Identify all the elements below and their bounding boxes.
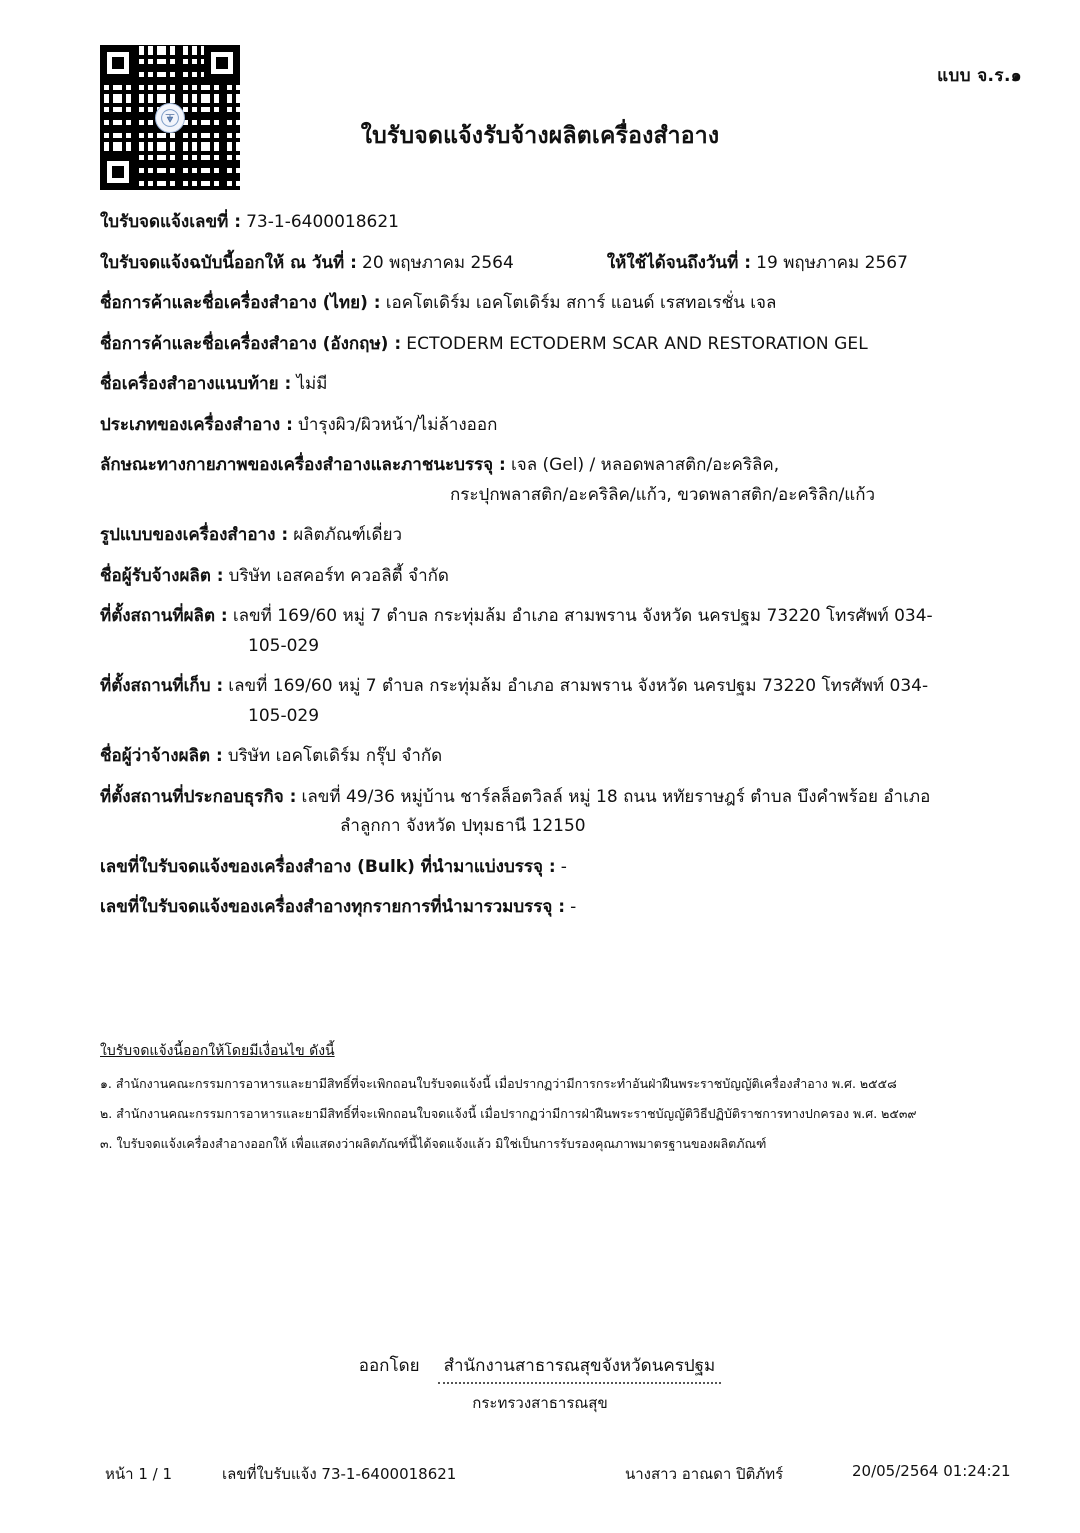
field-issue-date	[100, 253, 519, 272]
field-expiry-date	[607, 251, 908, 277]
issuing-authority-line	[359, 1352, 721, 1384]
document-header	[0, 0, 1080, 215]
page-number: หน้า 1 / 1	[105, 1465, 173, 1483]
field-manufacturing-site	[100, 604, 1000, 659]
field-attached-name	[100, 372, 1000, 398]
field-product-form	[100, 523, 1000, 549]
condition-item: ๑. สำนักงานคณะกรรมการอาหารและยามีสิทธิ์ที่จะเพิกถอนใบรับจดแจ้งนี้ เมื่อปรากฏว่ามีการกระทำอันฝ่าฝืนพระราชบัญญัติเครื่องสำอาง พ.ศ. ๒๕๕๘	[100, 1076, 897, 1091]
form-code: แบบ จ.ร.๑	[937, 66, 1022, 86]
field-value: 19 พฤษภาคม 2567	[756, 252, 908, 273]
field-label: ให้ใช้ได้จนถึงวันที่ :	[606, 252, 752, 273]
field-value: ผลิตภัณฑ์เดี่ยว	[293, 525, 403, 545]
field-value: ECTODERM ECTODERM SCAR AND RESTORATION GEL	[406, 333, 868, 354]
field-bulk-notification-number	[100, 855, 1000, 881]
field-label: ที่ตั้งสถานที่เก็บ :	[100, 676, 224, 696]
document-footer	[0, 1462, 1080, 1502]
field-value: 20 พฤษภาคม 2564	[362, 252, 514, 273]
field-category	[100, 413, 1000, 439]
field-label: ชื่อผู้ว่าจ้างผลิต :	[100, 746, 223, 766]
field-value: บำรุงผิว/ผิวหน้า/ไม่ล้างออก	[298, 414, 498, 435]
conditions-section	[100, 1040, 1000, 1166]
field-value-continued: 105-029	[248, 635, 320, 656]
field-value: ไม่มี	[296, 374, 328, 394]
conditions-heading: ใบรับจดแจ้งนี้ออกให้โดยมีเงื่อนไข ดังนี้	[100, 1043, 335, 1059]
field-label: ชื่อการค้าและชื่อเครื่องสำอาง (อังกฤษ) :	[100, 333, 402, 354]
qr-finder-top-left	[100, 45, 136, 81]
ministry-name: กระทรวงสาธารณสุข	[472, 1394, 608, 1412]
field-value: เจล (Gel) / หลอดพลาสติก/อะคริลิค,	[510, 455, 780, 475]
field-value: 73-1-6400018621	[246, 212, 399, 232]
field-label: ชื่อเครื่องสำอางแนบท้าย :	[100, 374, 292, 394]
field-value-continued: ลำลูกกา จังหวัด ปทุมธานี 12150	[340, 816, 586, 836]
issuing-office: สำนักงานสาธารณสุขจังหวัดนครปฐม	[438, 1352, 722, 1384]
field-trade-name-thai	[100, 291, 1000, 317]
field-value: เลขที่ 169/60 หมู่ 7 ตำบล กระทุ่มล้ม อำเภอ สามพราน จังหวัด นครปฐม 73220 โทรศัพท์ 034-	[228, 676, 929, 696]
field-business-site	[100, 785, 1000, 840]
field-trade-name-english	[100, 332, 1000, 358]
field-label: ลักษณะทางกายภาพของเครื่องสำอางและภาชนะบรรจุ :	[100, 455, 506, 475]
qr-finder-bottom-left	[100, 154, 136, 190]
field-label: รูปแบบของเครื่องสำอาง :	[100, 525, 289, 545]
field-manufacturer	[100, 564, 1000, 590]
field-receipt-number	[100, 210, 1000, 236]
field-label: ที่ตั้งสถานที่ประกอบธุรกิจ :	[100, 786, 297, 807]
condition-item: ๓. ใบรับจดแจ้งเครื่องสำอางออกให้ เพื่อแสดงว่าผลิตภัณฑ์นี้ได้จดแจ้งแล้ว มิใช่เป็นการรับรองคุณภาพมาตรฐานของผลิตภัณฑ์	[100, 1135, 767, 1151]
footer-doc-no: เลขที่ใบรับแจ้ง 73-1-6400018621	[222, 1465, 457, 1483]
issued-by-label: ออกโดย	[358, 1356, 420, 1376]
field-list	[100, 210, 1000, 936]
field-label: ประเภทของเครื่องสำอาง :	[100, 414, 293, 435]
page-title: ใบรับจดแจ้งรับจ้างผลิตเครื่องสำอาง	[360, 123, 720, 149]
field-value: เลขที่ 49/36 หมู่บ้าน ชาร์ลล็อตวิลล์ หมู่ 18 ถนน หทัยราษฎร์ ตำบล บึงคำพร้อย อำเภอ	[301, 786, 931, 807]
field-label: ใบรับจดแจ้งเลขที่ :	[100, 212, 242, 232]
field-label: ใบรับจดแจ้งฉบับนี้ออกให้ ณ วันที่ :	[100, 252, 357, 273]
field-combined-notification-number	[100, 895, 1000, 921]
field-label: เลขที่ใบรับจดแจ้งของเครื่องสำอางทุกรายการที่นำมารวมบรรจุ :	[100, 897, 566, 917]
field-hirer	[100, 744, 1000, 770]
signature-block	[0, 1352, 1080, 1415]
field-dates	[100, 251, 1000, 277]
field-label: ชื่อการค้าและชื่อเครื่องสำอาง (ไทย) :	[100, 293, 381, 313]
field-physical-characteristics	[100, 453, 1000, 508]
field-value: บริษัท เอคโตเดิร์ม กรุ๊ป จำกัด	[227, 746, 443, 766]
field-value: บริษัท เอสคอร์ท ควอลิตี้ จำกัด	[228, 565, 449, 586]
qr-finder-top-right	[204, 45, 240, 81]
field-label: เลขที่ใบรับจดแจ้งของเครื่องสำอาง (Bulk) ที่นำมาแบ่งบรรจุ :	[100, 856, 556, 877]
field-storage-site	[100, 674, 1000, 729]
field-value: เอคโตเดิร์ม เอคโตเดิร์ม สการ์ แอนด์ เรสทอเรชั่น เจล	[385, 293, 777, 313]
field-value: เลขที่ 169/60 หมู่ 7 ตำบล กระทุ่มล้ม อำเภอ สามพราน จังหวัด นครปฐม 73220 โทรศัพท์ 034-	[232, 606, 933, 626]
field-value: -	[560, 856, 567, 877]
condition-item: ๒. สำนักงานคณะกรรมการอาหารและยามีสิทธิ์ที่จะเพิกถอนใบจดแจ้งนี้ เมื่อปรากฏว่ามีการฝ่าฝืนพระราชบัญญัติวิธีปฏิบัติราชการทางปกครอง พ.ศ. ๒๕๓๙	[100, 1105, 917, 1121]
field-value-continued: กระปุกพลาสติก/อะคริลิค/แก้ว, ขวดพลาสติก/อะคริลิก/แก้ว	[450, 484, 876, 505]
field-value-continued: 105-029	[248, 705, 320, 726]
field-label: ที่ตั้งสถานที่ผลิต :	[100, 606, 228, 626]
field-label: ชื่อผู้รับจ้างผลิต :	[100, 565, 224, 586]
field-value: -	[570, 897, 577, 917]
officer-name: นางสาว อาณดา ปิติภัทร์	[625, 1465, 784, 1483]
print-timestamp: 20/05/2564 01:24:21	[852, 1462, 1011, 1480]
